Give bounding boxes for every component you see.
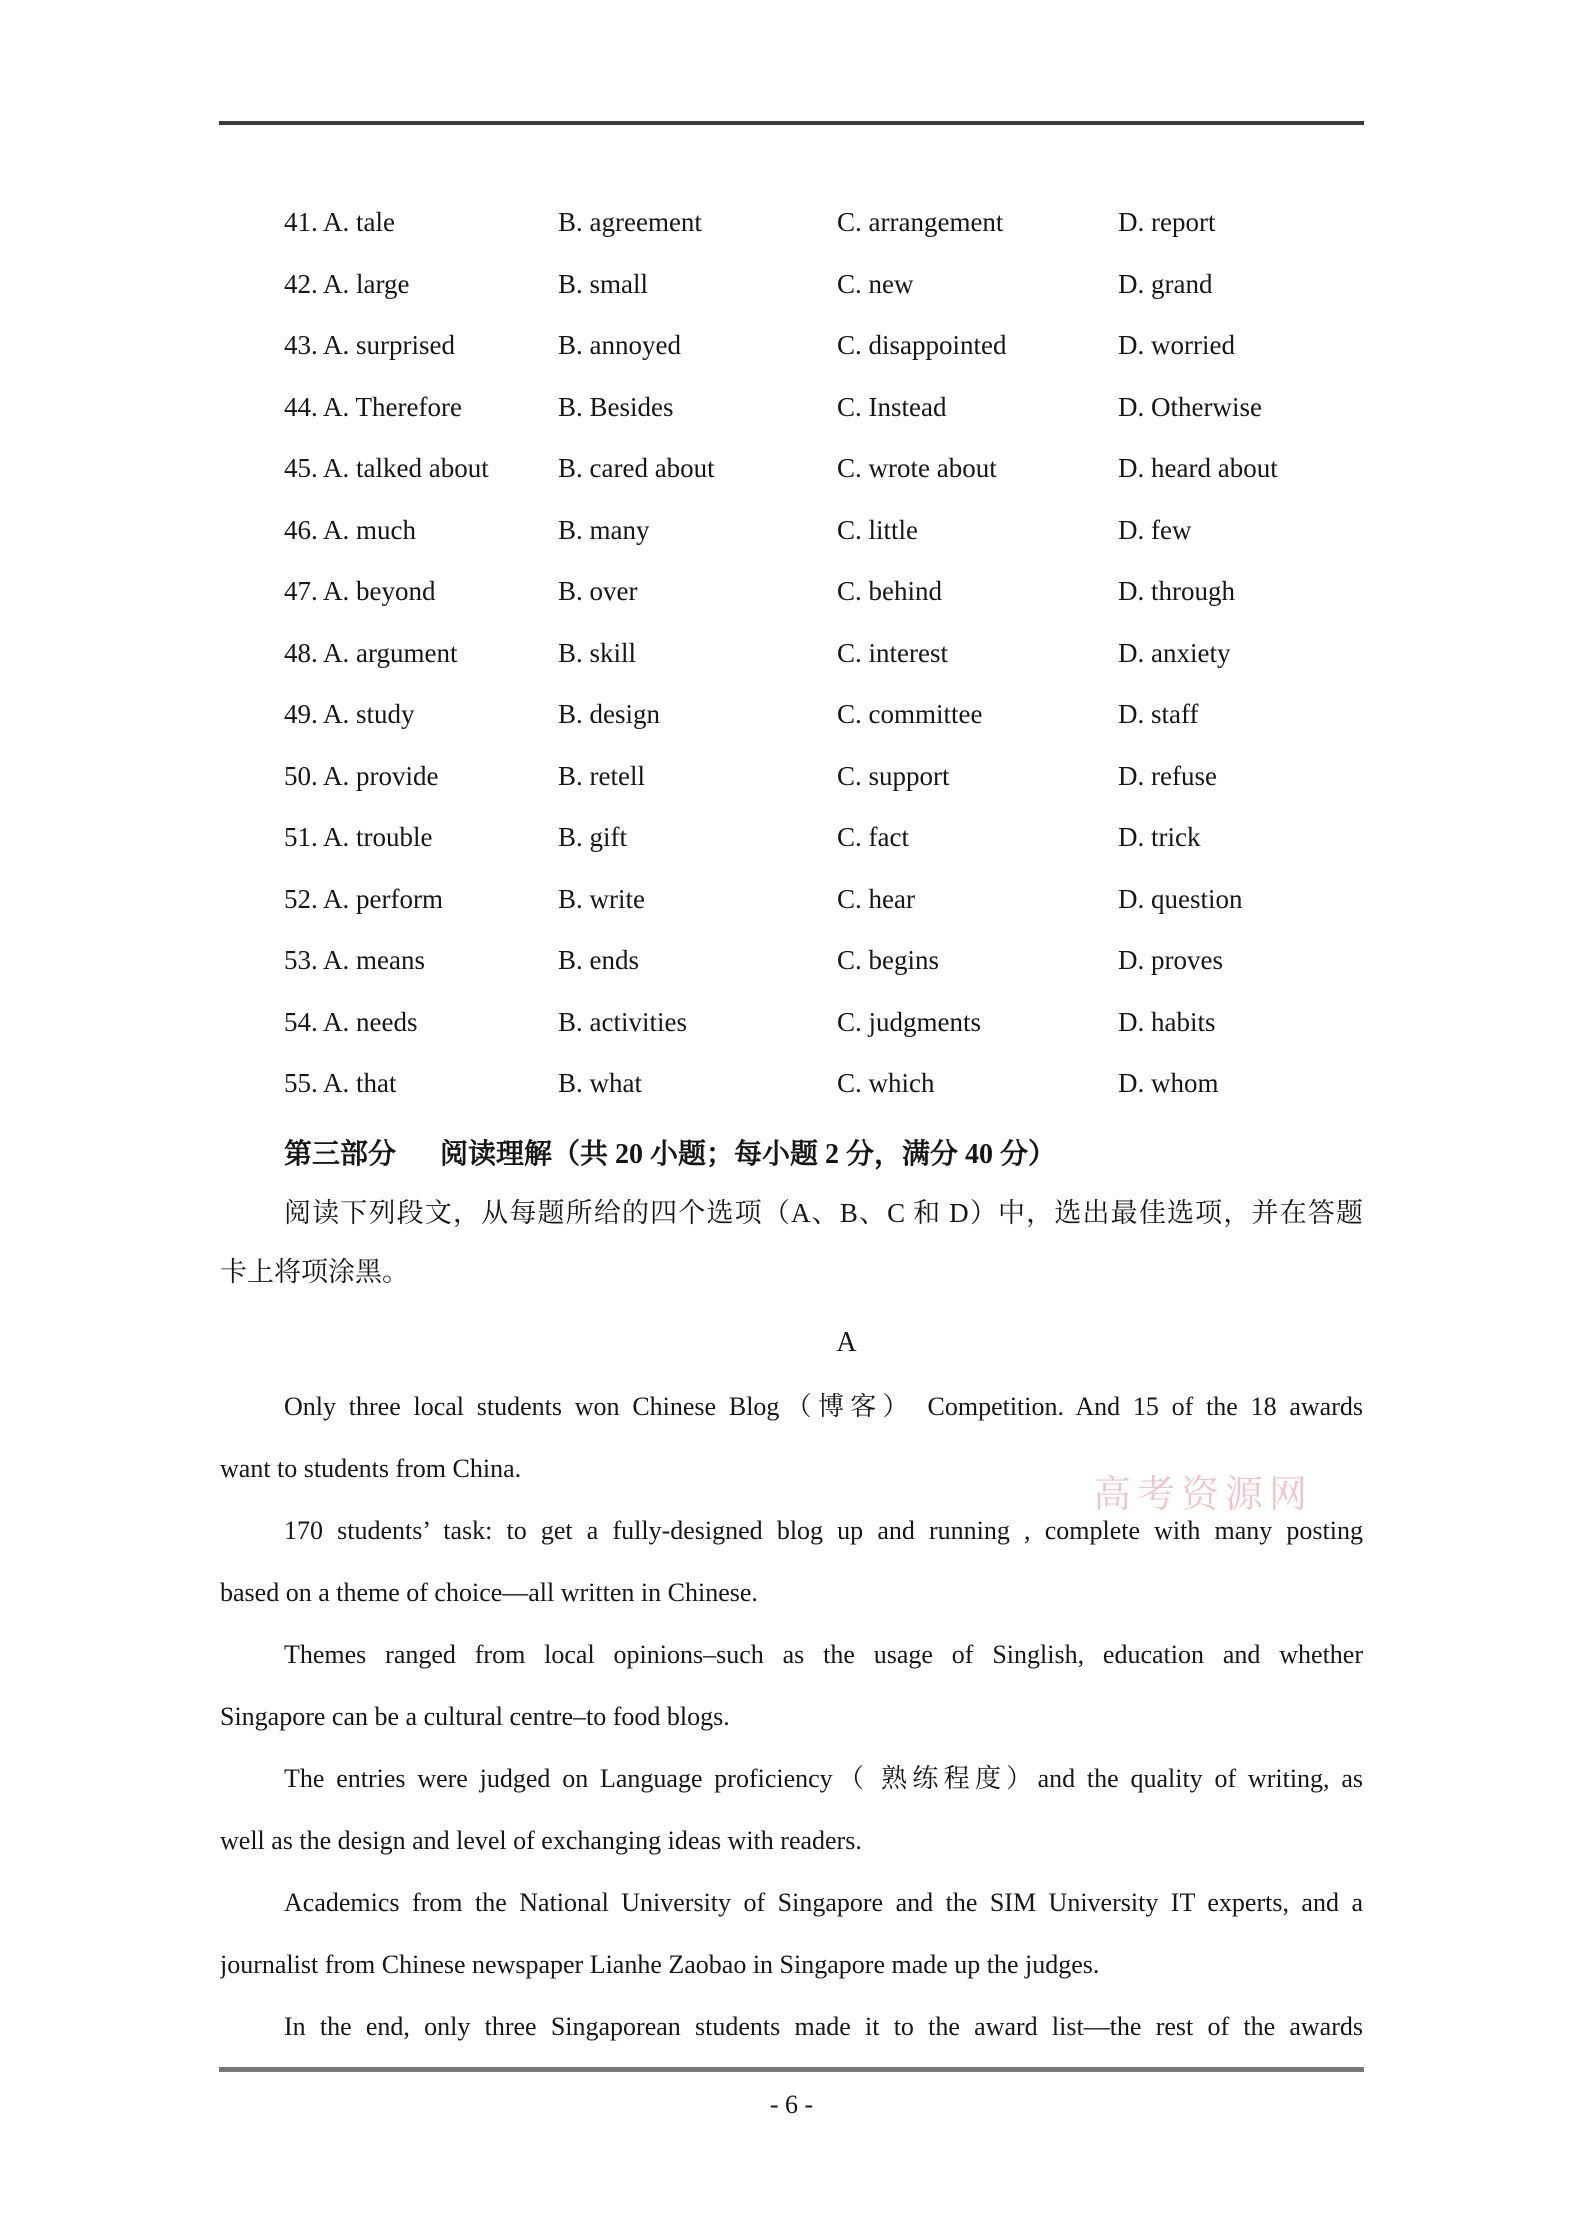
question-row bbox=[220, 1053, 1363, 1115]
option-c: C. interest bbox=[837, 637, 948, 668]
option-c: C. judgments bbox=[837, 1006, 982, 1037]
passage-line: based on a theme of choice—all written in Chinese. bbox=[220, 1578, 758, 1607]
option-c: C. hear bbox=[837, 883, 915, 914]
option-b: B. what bbox=[558, 1068, 642, 1098]
option-c: C. committee bbox=[837, 699, 983, 729]
question-row bbox=[220, 438, 1363, 500]
question-number: 52. bbox=[284, 883, 324, 914]
question-row bbox=[220, 500, 1363, 562]
instruction-line: 卡上将项涂黑。 bbox=[220, 1257, 409, 1287]
passage-line: journalist from Chinese newspaper Lianhe Zaobao in Singapore made up the judges. bbox=[220, 1950, 1100, 1979]
passage-line: 170 students’ task: to get a fully-designed blog up and running , complete with many posting bbox=[284, 1516, 1363, 1545]
option-d: D. staff bbox=[1118, 699, 1199, 729]
question-option bbox=[284, 315, 558, 377]
question-row bbox=[220, 807, 1363, 869]
footer-rule bbox=[219, 2067, 1364, 2072]
question-row bbox=[220, 746, 1363, 808]
cloze-options-list bbox=[220, 192, 1363, 1115]
option-d: D. through bbox=[1118, 576, 1235, 606]
option-a: A. surprised bbox=[323, 330, 455, 360]
question-row bbox=[220, 561, 1363, 623]
question-number: 43. bbox=[284, 330, 324, 360]
question-number: 41. bbox=[284, 207, 324, 237]
option-c: C. support bbox=[837, 760, 950, 791]
question-number: 53. bbox=[284, 945, 324, 975]
question-row bbox=[220, 192, 1363, 254]
option-a: A. study bbox=[323, 699, 415, 729]
option-d: D. report bbox=[1118, 207, 1216, 237]
option-c: C. wrote about bbox=[837, 453, 997, 483]
option-a: A. argument bbox=[323, 637, 458, 668]
option-a: A. needs bbox=[323, 1006, 418, 1037]
option-a: A. perform bbox=[323, 883, 443, 914]
question-option bbox=[284, 746, 558, 808]
option-b: B. cared about bbox=[558, 453, 715, 483]
question-number: 45. bbox=[284, 453, 324, 483]
option-b: B. Besides bbox=[558, 391, 674, 422]
question-option bbox=[284, 377, 558, 439]
option-a: A. provide bbox=[323, 760, 439, 791]
passage-line: In the end, only three Singaporean students made it to the award list—the rest of the awards bbox=[284, 2012, 1363, 2041]
option-c: C. behind bbox=[837, 576, 942, 606]
question-number: 46. bbox=[284, 514, 324, 545]
option-b: B. small bbox=[558, 268, 649, 299]
option-a: A. much bbox=[323, 514, 416, 545]
option-d: D. heard about bbox=[1118, 453, 1278, 483]
question-number: 51. bbox=[284, 822, 324, 852]
passage-line: Themes ranged from local opinions–such as the usage of Singlish, education and whether bbox=[284, 1640, 1363, 1669]
option-a: A. beyond bbox=[323, 576, 436, 606]
question-option bbox=[284, 254, 558, 316]
question-option bbox=[284, 500, 558, 562]
option-d: D. question bbox=[1118, 883, 1243, 914]
passage-line: Only three local students won Chinese Blog（博客） Competition. And 15 of the 18 awards bbox=[284, 1392, 1363, 1421]
option-c: C. begins bbox=[837, 945, 940, 975]
passage-text bbox=[220, 1376, 1363, 2058]
question-row bbox=[220, 254, 1363, 316]
watermark: 高考资源网 bbox=[1093, 1474, 1314, 1516]
option-a: A. means bbox=[323, 945, 425, 975]
passage-line: The entries were judged on Language proficiency（ 熟练程度）and the quality of writing, as bbox=[284, 1764, 1363, 1793]
option-d: D. few bbox=[1118, 514, 1192, 545]
passage-label: A bbox=[836, 1327, 857, 1358]
section-title: 阅读理解（共 20 小题；每小题 2 分，满分 40 分） bbox=[440, 1139, 1057, 1170]
option-b: B. design bbox=[558, 699, 661, 729]
question-number: 47. bbox=[284, 576, 324, 606]
instruction-line: 阅读下列段文，从每题所给的四个选项（A、B、C 和 D）中，选出最佳选项，并在答题 bbox=[284, 1198, 1363, 1228]
question-row bbox=[220, 930, 1363, 992]
question-option bbox=[284, 192, 558, 254]
option-d: D. refuse bbox=[1118, 760, 1217, 791]
option-d: D. grand bbox=[1118, 268, 1213, 299]
option-b: B. many bbox=[558, 514, 650, 545]
option-b: B. activities bbox=[558, 1006, 687, 1037]
option-b: B. retell bbox=[558, 760, 645, 791]
option-c: C. Instead bbox=[837, 391, 947, 422]
question-option bbox=[284, 1053, 558, 1115]
option-d: D. habits bbox=[1118, 1006, 1216, 1037]
section-header bbox=[220, 1124, 1427, 1186]
option-d: D. anxiety bbox=[1118, 637, 1231, 668]
section-part-label: 第三部分 bbox=[284, 1139, 397, 1170]
option-a: A. that bbox=[323, 1068, 397, 1098]
header-rule bbox=[219, 121, 1364, 125]
question-number: 50. bbox=[284, 760, 324, 791]
question-row bbox=[220, 377, 1363, 439]
question-number: 55. bbox=[284, 1068, 324, 1098]
option-b: B. over bbox=[558, 576, 638, 606]
reading-instruction bbox=[220, 1184, 1363, 1302]
option-d: D. whom bbox=[1118, 1068, 1219, 1098]
question-number: 48. bbox=[284, 637, 324, 668]
question-row bbox=[220, 684, 1363, 746]
option-d: D. worried bbox=[1118, 330, 1235, 360]
question-number: 54. bbox=[284, 1006, 324, 1037]
question-number: 49. bbox=[284, 699, 324, 729]
option-c: C. little bbox=[837, 514, 918, 545]
passage-line: want to students from China. bbox=[220, 1454, 522, 1483]
question-option bbox=[284, 438, 558, 500]
option-a: A. tale bbox=[323, 207, 395, 237]
option-c: C. arrangement bbox=[837, 207, 1004, 237]
option-c: C. fact bbox=[837, 822, 909, 852]
option-b: B. write bbox=[558, 883, 645, 914]
question-option bbox=[284, 869, 558, 931]
question-option bbox=[284, 561, 558, 623]
question-row bbox=[220, 992, 1363, 1054]
question-row bbox=[220, 623, 1363, 685]
option-d: D. Otherwise bbox=[1118, 391, 1262, 422]
option-c: C. which bbox=[837, 1068, 935, 1098]
question-number: 42. bbox=[284, 268, 324, 299]
option-a: A. Therefore bbox=[323, 391, 462, 422]
option-a: A. talked about bbox=[323, 453, 489, 483]
question-option bbox=[284, 684, 558, 746]
question-option bbox=[284, 930, 558, 992]
page-number: - 6 - bbox=[769, 2090, 814, 2119]
passage-line: Academics from the National University of Singapore and the SIM University IT experts, and a bbox=[284, 1888, 1363, 1917]
option-b: B. annoyed bbox=[558, 330, 681, 360]
option-a: A. large bbox=[323, 268, 410, 299]
option-d: D. trick bbox=[1118, 822, 1201, 852]
passage-line: well as the design and level of exchanging ideas with readers. bbox=[220, 1826, 862, 1855]
question-number: 44. bbox=[284, 391, 324, 422]
option-a: A. trouble bbox=[323, 822, 433, 852]
option-b: B. agreement bbox=[558, 207, 702, 237]
question-row bbox=[220, 869, 1363, 931]
question-option bbox=[284, 992, 558, 1054]
option-d: D. proves bbox=[1118, 945, 1223, 975]
question-option bbox=[284, 623, 558, 685]
option-b: B. skill bbox=[558, 637, 637, 668]
option-c: C. new bbox=[837, 268, 914, 299]
option-b: B. ends bbox=[558, 945, 639, 975]
question-option bbox=[284, 807, 558, 869]
passage-line: Singapore can be a cultural centre–to food blogs. bbox=[220, 1702, 730, 1731]
question-row bbox=[220, 315, 1363, 377]
option-c: C. disappointed bbox=[837, 330, 1007, 360]
option-b: B. gift bbox=[558, 822, 628, 852]
